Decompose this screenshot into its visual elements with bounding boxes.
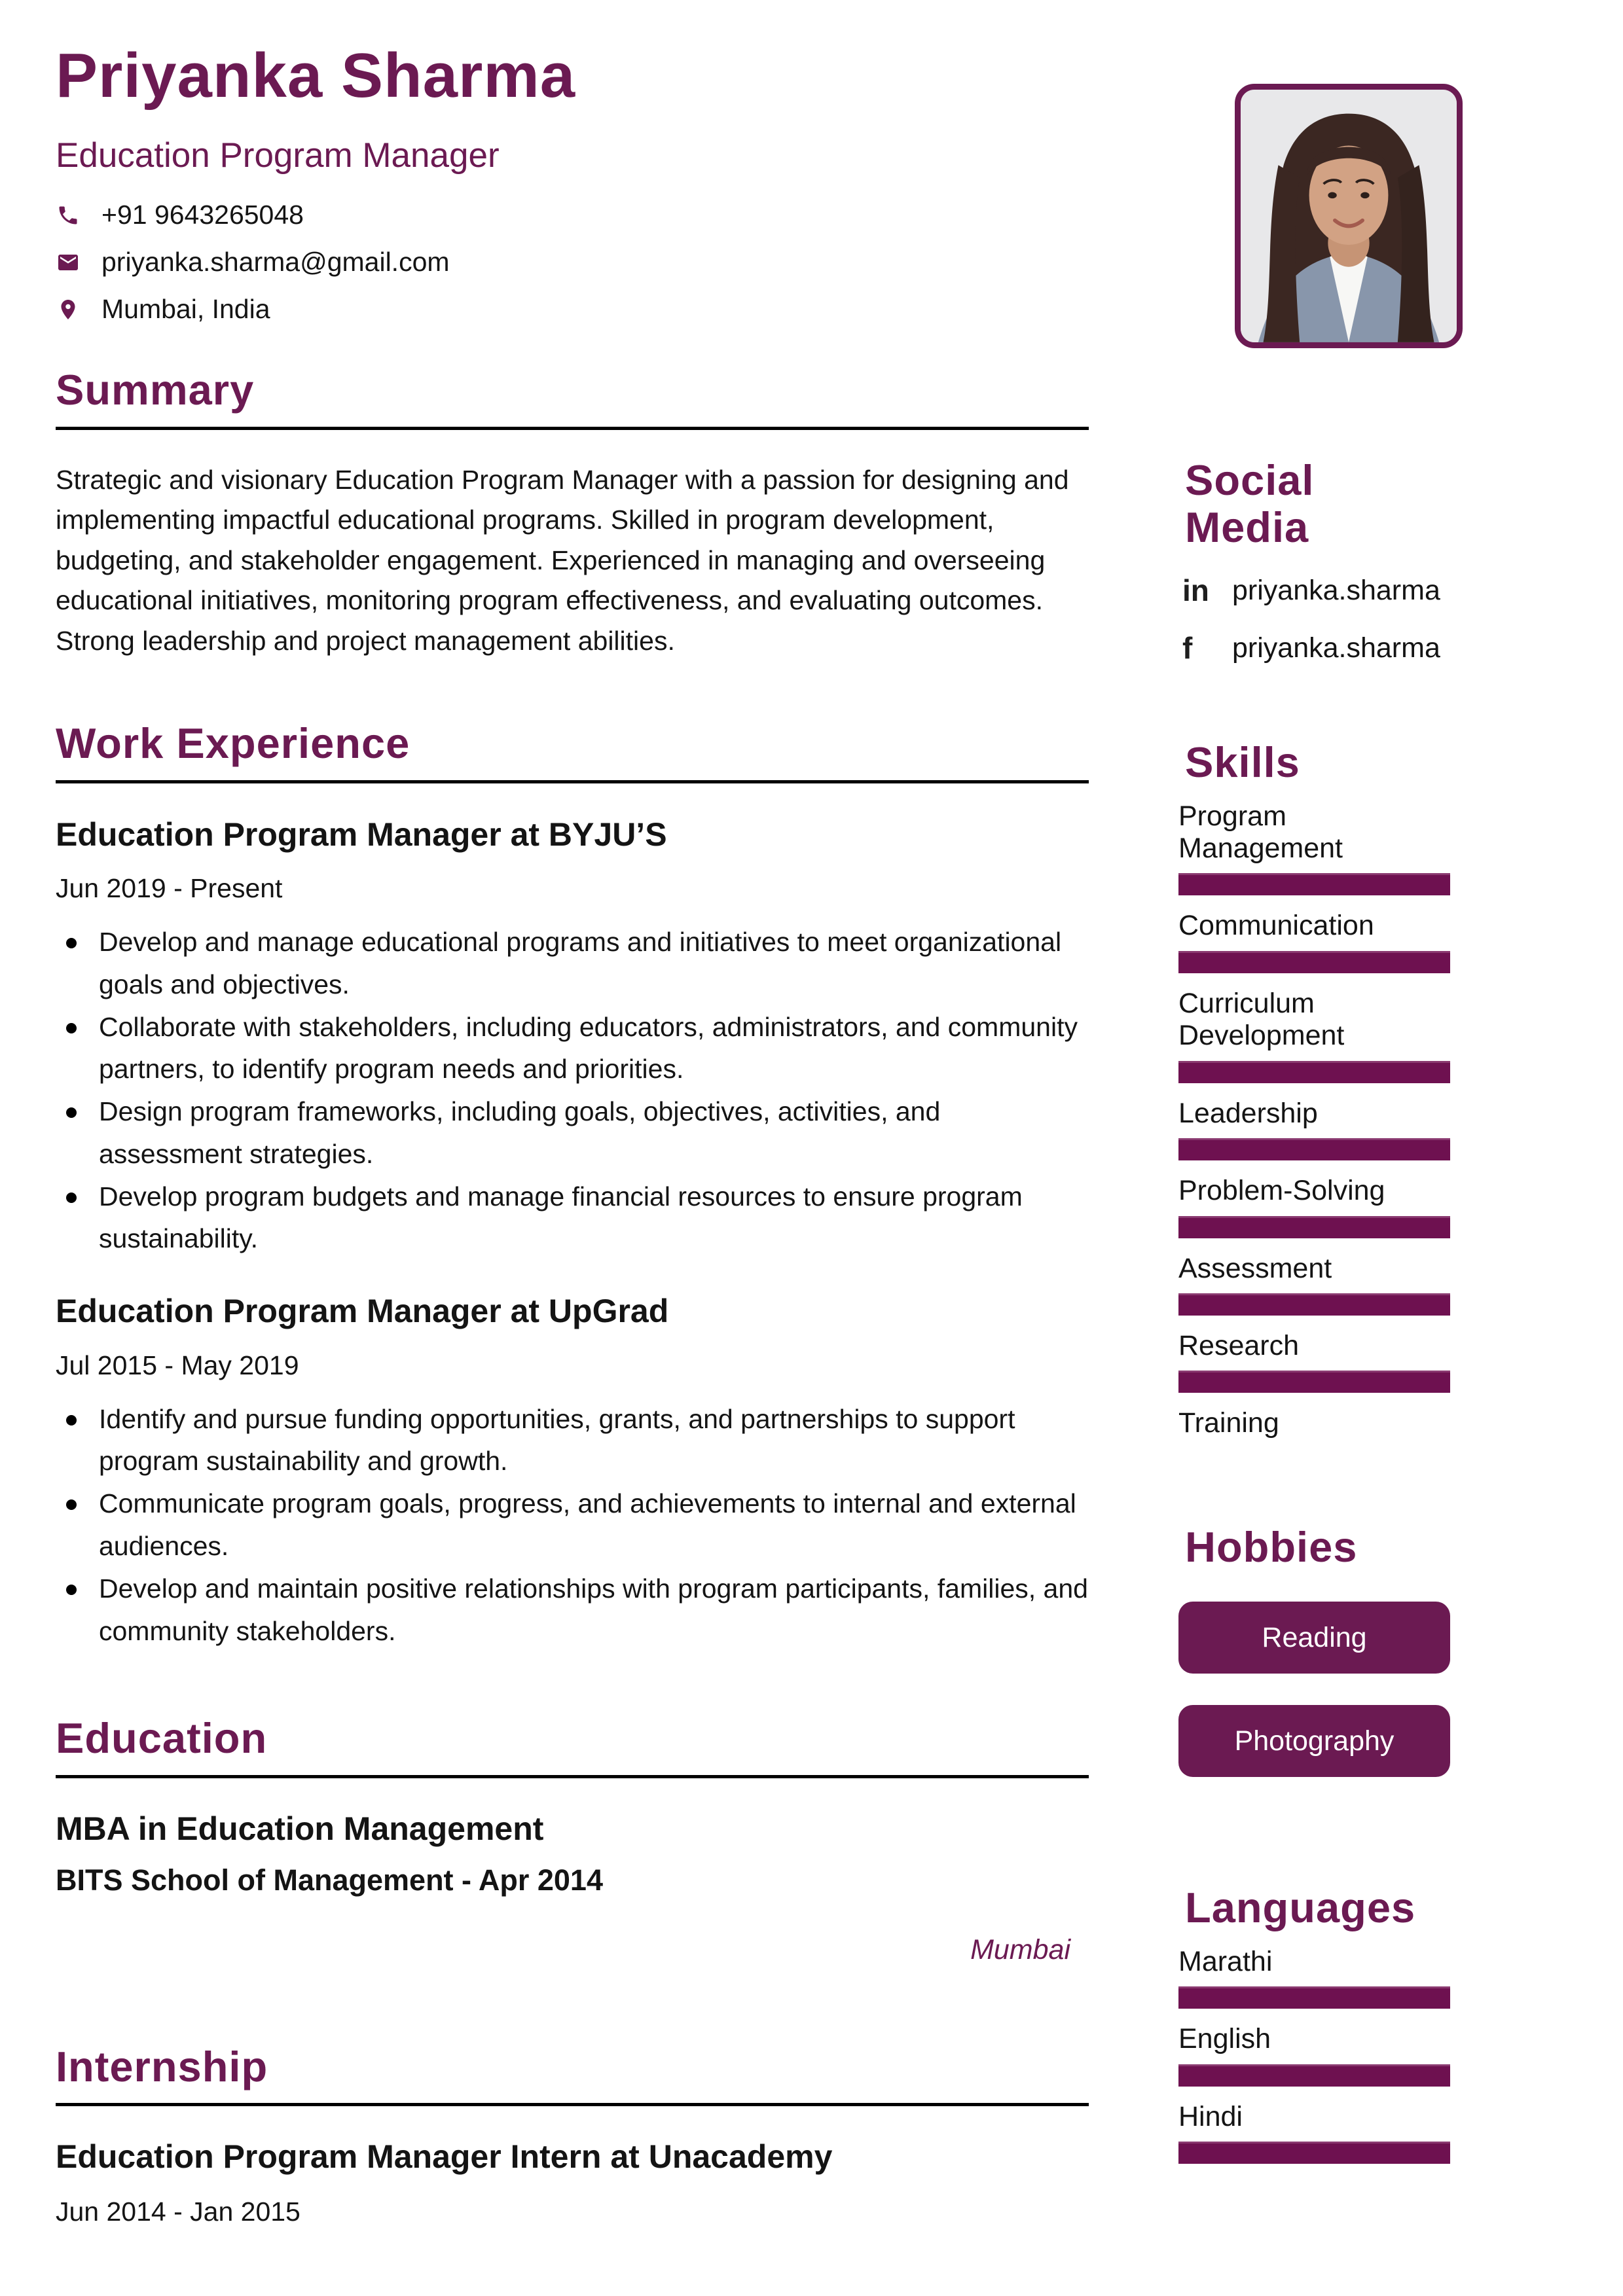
email-icon — [56, 250, 81, 275]
section-divider — [56, 2103, 1089, 2106]
section-summary — [56, 367, 1089, 661]
linkedin-icon: in — [1182, 573, 1209, 607]
job-dates: Jun 2019 - Present — [56, 873, 283, 904]
language-label: English — [1178, 2023, 1271, 2055]
contact-text: priyanka.sharma@gmail.com — [101, 247, 450, 278]
skill-item — [1178, 988, 1450, 1083]
contact-text: Mumbai, India — [101, 294, 270, 325]
skill-level-bar — [1178, 1061, 1450, 1083]
job-title: Education Program Manager at BYJU’S — [56, 816, 667, 853]
social-media-heading: Social Media — [1185, 456, 1315, 551]
skill-level-bar — [1178, 1371, 1450, 1393]
skill-label: Curriculum Development — [1178, 987, 1345, 1052]
language-item — [1178, 2101, 1450, 2164]
section-social-media — [1178, 457, 1450, 666]
section-divider — [56, 780, 1089, 783]
section-hobbies — [1178, 1524, 1450, 1778]
skills-list — [1178, 800, 1450, 1440]
languages-heading: Languages — [1185, 1884, 1416, 1932]
job-bullet: Develop and maintain positive relationships with program participants, families, and community stakeholders. — [56, 1568, 1089, 1653]
skill-item — [1178, 910, 1450, 973]
main-column — [56, 0, 1089, 2227]
language-level-bar — [1178, 1986, 1450, 2009]
language-item — [1178, 2023, 1450, 2086]
job-entry — [56, 1293, 1089, 1652]
education-location: Mumbai — [970, 1933, 1070, 1965]
work-experience-heading: Work Experience — [56, 719, 410, 768]
hobby-label: Photography — [1234, 1725, 1395, 1757]
profile-photo — [1235, 84, 1463, 348]
hobbies-heading: Hobbies — [1185, 1522, 1358, 1571]
section-divider — [56, 427, 1089, 430]
section-languages — [1178, 1884, 1450, 2164]
languages-list — [1178, 1946, 1450, 2164]
language-level-bar — [1178, 2142, 1450, 2164]
skill-label: Training — [1178, 1407, 1279, 1439]
job-bullet: Develop program budgets and manage financial resources to ensure program sustainability. — [56, 1175, 1089, 1261]
language-item — [1178, 1946, 1450, 2009]
section-skills — [1178, 739, 1450, 1440]
social-handle: priyanka.sharma — [1232, 574, 1440, 606]
skill-item — [1178, 1253, 1450, 1316]
skill-item — [1178, 1098, 1450, 1160]
skill-level-bar — [1178, 951, 1450, 973]
phone-icon — [56, 203, 81, 228]
skill-level-bar — [1178, 1216, 1450, 1238]
social-list — [1178, 573, 1450, 666]
section-education — [56, 1715, 1089, 1966]
job-bullet: Design program frameworks, including goals, objectives, activities, and assessment strategies. — [56, 1090, 1089, 1175]
person-job-title: Education Program Manager — [56, 135, 500, 175]
job-bullet: Communicate program goals, progress, and achievements to internal and external audiences. — [56, 1482, 1089, 1568]
skill-item — [1178, 800, 1450, 896]
job-bullet-list — [56, 1398, 1089, 1653]
education-degree: MBA in Education Management — [56, 1810, 544, 1847]
hobby-badge — [1178, 1705, 1450, 1777]
skill-label: Research — [1178, 1330, 1300, 1361]
job-entry — [56, 816, 1089, 1261]
language-label: Hindi — [1178, 2100, 1243, 2132]
hobby-badge — [1178, 1602, 1450, 1674]
contact-row[interactable] — [56, 200, 1089, 230]
job-bullet-list — [56, 921, 1089, 1260]
education-heading: Education — [56, 1714, 268, 1763]
job-title: Education Program Manager at UpGrad — [56, 1293, 669, 1330]
skill-label: Communication — [1178, 910, 1374, 942]
skill-label: Program Management — [1178, 800, 1343, 864]
language-label: Marathi — [1178, 1945, 1273, 1977]
job-dates: Jul 2015 - May 2019 — [56, 1350, 299, 1380]
location-icon — [56, 297, 81, 322]
job-bullet: Identify and pursue funding opportunities, grants, and partnerships to support program sustainability and growth. — [56, 1398, 1089, 1483]
section-divider — [56, 1775, 1089, 1778]
language-level-bar — [1178, 2064, 1450, 2087]
facebook-icon: f — [1182, 631, 1193, 665]
sidebar — [1178, 0, 1450, 2164]
section-work-experience — [56, 720, 1089, 1652]
contact-text: +91 9643265048 — [101, 200, 304, 230]
hobbies-list — [1178, 1602, 1450, 1777]
contact-row[interactable] — [56, 294, 1089, 325]
job-bullet: Develop and manage educational programs and initiatives to meet organizational goals and objectives. — [56, 921, 1089, 1006]
contact-row[interactable] — [56, 247, 1089, 278]
internship-title: Education Program Manager Intern at Unacademy — [56, 2138, 833, 2176]
skill-label: Leadership — [1178, 1097, 1318, 1129]
internship-heading: Internship — [56, 2042, 268, 2090]
skill-label: Problem-Solving — [1178, 1175, 1385, 1207]
skills-heading: Skills — [1185, 738, 1300, 786]
internship-dates: Jun 2014 - Jan 2015 — [56, 2197, 301, 2227]
section-internship — [56, 2043, 1089, 2228]
skill-item — [1178, 1175, 1450, 1238]
portrait-illustration — [1241, 90, 1457, 342]
social-handle: priyanka.sharma — [1232, 632, 1440, 664]
skill-item — [1178, 1330, 1450, 1393]
skill-label: Assessment — [1178, 1252, 1332, 1284]
skill-level-bar — [1178, 1138, 1450, 1160]
education-school: BITS School of Management - Apr 2014 — [56, 1863, 603, 1897]
skill-level-bar — [1178, 873, 1450, 895]
social-row-linkedin[interactable] — [1178, 573, 1450, 608]
job-bullet: Collaborate with stakeholders, including educators, administrators, and community partners, to identify program needs and priorities. — [56, 1006, 1089, 1091]
summary-text: Strategic and visionary Education Program Manager with a passion for designing and implementing impactful educational programs. Skilled in program development, budgeting, and stakeholder engagement. Experienced in managing and overseeing educational initiatives, monitoring program effectiveness, and evaluating outcomes. Strong leadership and project management abilities. — [56, 464, 1069, 656]
skill-level-bar — [1178, 1293, 1450, 1316]
person-name: Priyanka Sharma — [56, 41, 576, 111]
summary-heading: Summary — [56, 366, 255, 414]
contact-list — [56, 200, 1089, 325]
skill-item — [1178, 1407, 1450, 1439]
hobby-label: Reading — [1262, 1621, 1367, 1653]
social-row-facebook[interactable] — [1178, 630, 1450, 666]
jobs — [56, 816, 1089, 1653]
